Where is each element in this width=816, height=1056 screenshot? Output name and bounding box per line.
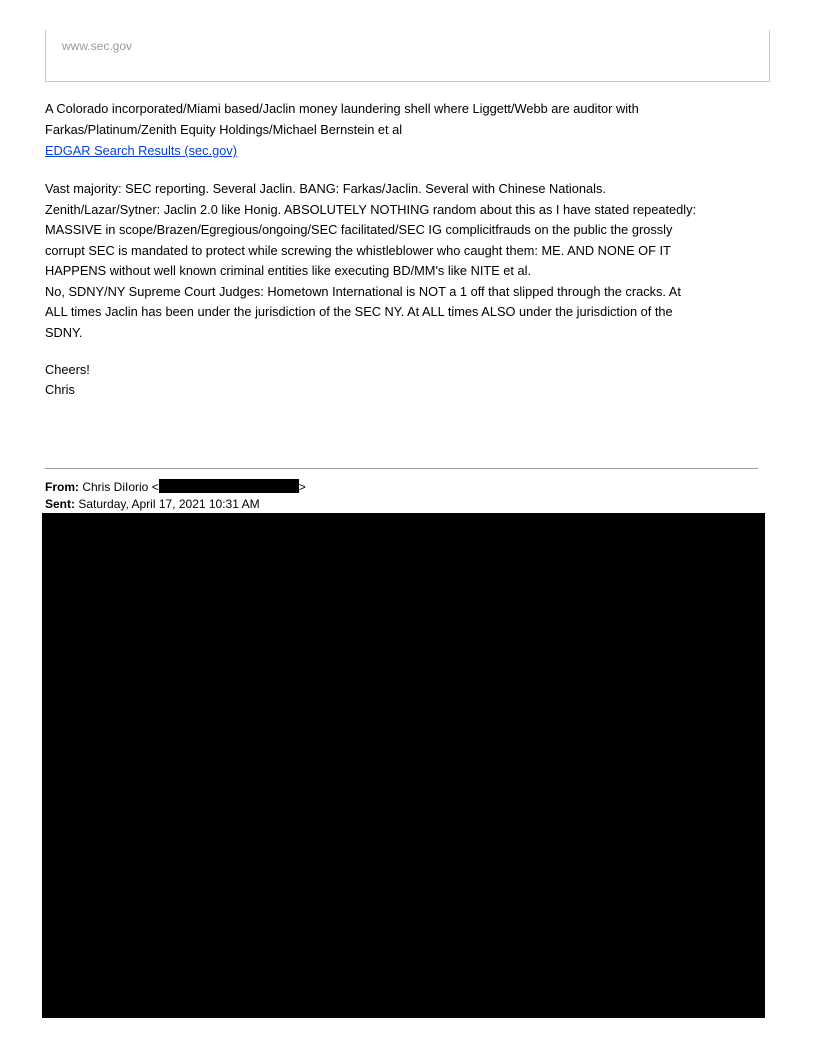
link-preview-url: www.sec.gov: [62, 39, 133, 53]
sent-label: Sent:: [45, 497, 75, 511]
from-label: From:: [45, 480, 79, 494]
link-preview-card[interactable]: [45, 30, 770, 82]
divider: [45, 468, 758, 469]
redaction-block: [42, 513, 765, 1018]
signoff-name: Chris: [45, 382, 75, 397]
sent-line: [45, 495, 260, 513]
signoff-greeting: Cheers!: [45, 362, 90, 377]
intro-line: A Colorado incorporated/Miami based/Jaclin money laundering shell where Liggett/Webb are auditor with: [45, 101, 639, 116]
body-line: No, SDNY/NY Supreme Court Judges: Hometown International is NOT a 1 off that slipped through the cracks. At: [45, 284, 681, 299]
body-line: corrupt SEC is mandated to protect while screwing the whistleblower who caught them: ME. AND NONE OF IT: [45, 243, 671, 258]
edgar-search-link[interactable]: EDGAR Search Results (sec.gov): [45, 143, 238, 158]
body-line: SDNY.: [45, 325, 83, 340]
body-line: HAPPENS without well known criminal entities like executing BD/MM's like NITE et al.: [45, 263, 532, 278]
sent-value: Saturday, April 17, 2021 10:31 AM: [78, 497, 260, 511]
body-line: Zenith/Lazar/Sytner: Jaclin 2.0 like Honig. ABSOLUTELY NOTHING random about this as I have stated repeatedly:: [45, 202, 697, 217]
from-close: >: [298, 480, 306, 494]
redaction-box: [159, 479, 299, 493]
from-value: Chris DiIorio <: [82, 480, 159, 494]
body-line: ALL times Jaclin has been under the jurisdiction of the SEC NY. At ALL times ALSO under the jurisdiction of the: [45, 304, 673, 319]
body-line: Vast majority: SEC reporting. Several Jaclin. BANG: Farkas/Jaclin. Several with Chinese Nationals.: [45, 181, 606, 196]
intro-line: Farkas/Platinum/Zenith Equity Holdings/Michael Bernstein et al: [45, 122, 403, 137]
body-line: MASSIVE in scope/Brazen/Egregious/ongoing/SEC facilitated/SEC IG complicitfrauds on the public the grossly: [45, 222, 673, 237]
from-line: [45, 478, 306, 496]
